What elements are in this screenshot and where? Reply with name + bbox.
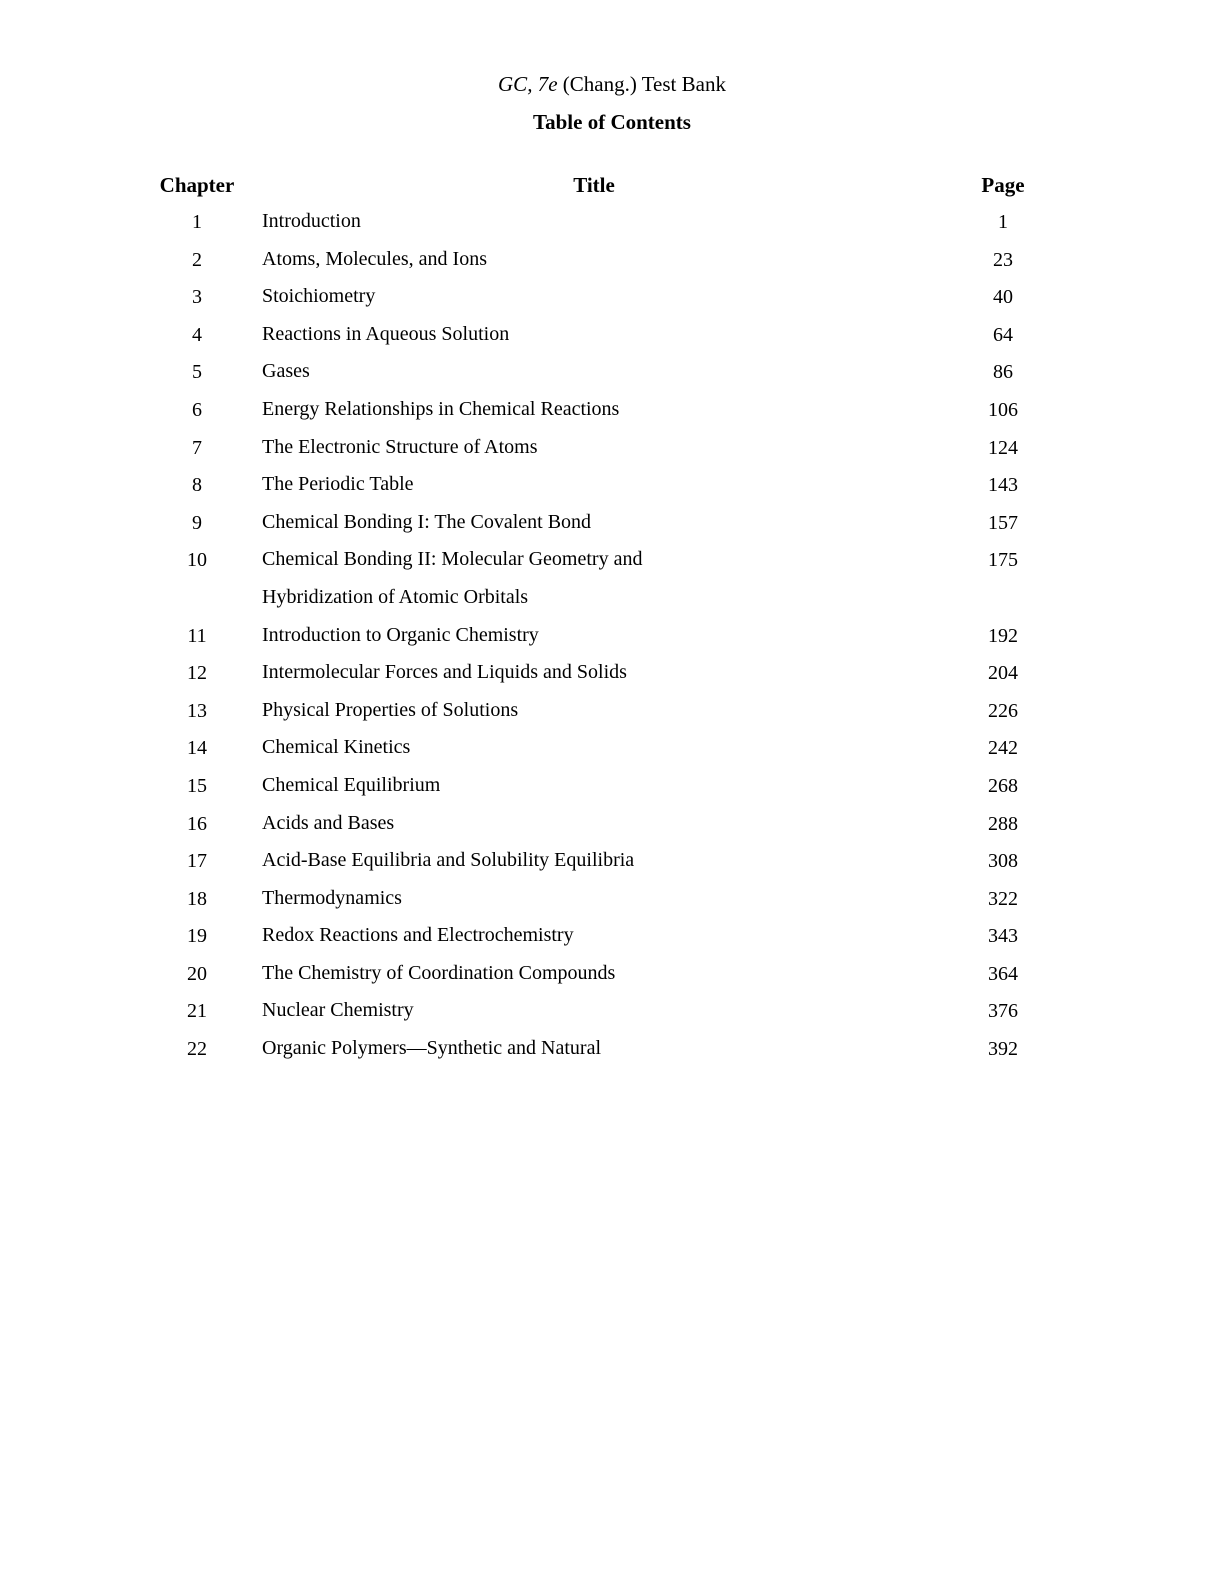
- page-number: 364: [988, 962, 1018, 985]
- page-number: 288: [988, 812, 1018, 835]
- chapter-title: Organic Polymers—Synthetic and Natural: [262, 1037, 602, 1060]
- chapter-number: 15: [187, 774, 207, 797]
- chapter-title: Physical Properties of Solutions: [262, 698, 519, 721]
- chapter-number: 8: [192, 474, 202, 497]
- chapter-number: 3: [192, 286, 202, 309]
- chapter-number: 4: [192, 323, 202, 346]
- chapter-title: Nuclear Chemistry: [262, 999, 414, 1022]
- column-header-page: Page: [981, 173, 1025, 197]
- book-title-italic: GC, 7e: [498, 72, 558, 96]
- chapter-title: The Chemistry of Coordination Compounds: [262, 961, 616, 984]
- chapter-number: 2: [192, 248, 202, 271]
- page-number: 124: [988, 436, 1018, 459]
- page-number: 157: [988, 511, 1018, 534]
- chapter-number: 20: [187, 962, 207, 985]
- chapter-number: 22: [187, 1038, 207, 1061]
- chapter-number: 13: [187, 699, 207, 722]
- chapter-title: The Electronic Structure of Atoms: [262, 435, 538, 458]
- chapter-number: 11: [187, 624, 207, 647]
- chapter-title: Chemical Equilibrium: [262, 773, 441, 796]
- page-number: 268: [988, 774, 1018, 797]
- page-number: 23: [993, 248, 1013, 271]
- page-number: 242: [988, 737, 1018, 760]
- column-header-chapter: Chapter: [159, 173, 235, 197]
- chapter-title: Gases: [262, 360, 310, 383]
- chapter-number: 19: [187, 925, 207, 948]
- chapter-title: Chemical Bonding I: The Covalent Bond: [262, 510, 592, 533]
- chapter-number: 16: [187, 812, 207, 835]
- book-title: [0, 72, 1224, 96]
- page-number: 226: [988, 699, 1018, 722]
- book-title-rest: (Chang.) Test Bank: [557, 72, 726, 96]
- page-number: 308: [988, 850, 1018, 873]
- chapter-title: Introduction: [262, 210, 361, 232]
- page-number: 1: [998, 211, 1008, 233]
- page-number: 204: [988, 662, 1018, 685]
- page-number: 192: [988, 624, 1018, 647]
- chapter-number: 14: [187, 737, 207, 760]
- chapter-number: 18: [187, 887, 207, 910]
- chapter-title: Stoichiometry: [262, 285, 376, 308]
- page-number: 86: [993, 361, 1013, 384]
- page-number: 175: [988, 549, 1018, 572]
- chapter-number: 12: [187, 662, 207, 685]
- chapter-title: Acid-Base Equilibria and Solubility Equilibria: [262, 849, 635, 872]
- chapter-title: Thermodynamics: [262, 886, 402, 909]
- chapter-title: Reactions in Aqueous Solution: [262, 322, 510, 345]
- chapter-title: Redox Reactions and Electrochemistry: [262, 924, 574, 947]
- column-header-title: Title: [573, 173, 615, 197]
- chapter-title: Chemical Bonding II: Molecular Geometry and Hybridization of Atomic Orbitals: [262, 548, 643, 608]
- chapter-title: Energy Relationships in Chemical Reactions: [262, 397, 620, 420]
- chapter-number: 5: [192, 361, 202, 384]
- page-number: 392: [988, 1038, 1018, 1061]
- page-number: 322: [988, 887, 1018, 910]
- page-number: 143: [988, 474, 1018, 497]
- page-number: 40: [993, 286, 1013, 309]
- chapter-number: 21: [187, 1000, 207, 1023]
- toc-table: [0, 210, 1224, 1075]
- toc-row: [0, 1037, 1224, 1075]
- chapter-title: The Periodic Table: [262, 473, 414, 496]
- chapter-title: Acids and Bases: [262, 811, 395, 834]
- page-number: 376: [988, 1000, 1018, 1023]
- chapter-title: Introduction to Organic Chemistry: [262, 623, 539, 646]
- chapter-title: Atoms, Molecules, and Ions: [262, 247, 487, 270]
- page-title: Table of Contents: [533, 110, 691, 134]
- chapter-number: 17: [187, 850, 207, 873]
- page-number: 64: [993, 323, 1013, 346]
- page-number: 106: [988, 398, 1018, 421]
- chapter-number: 7: [192, 436, 202, 459]
- chapter-number: 9: [192, 511, 202, 534]
- chapter-number: 1: [192, 211, 202, 233]
- chapter-title: Intermolecular Forces and Liquids and Solids: [262, 661, 627, 684]
- chapter-title: Chemical Kinetics: [262, 736, 411, 759]
- chapter-number: 10: [187, 549, 207, 572]
- toc-row: [0, 548, 1224, 623]
- page-number: 343: [988, 925, 1018, 948]
- chapter-number: 6: [192, 398, 202, 421]
